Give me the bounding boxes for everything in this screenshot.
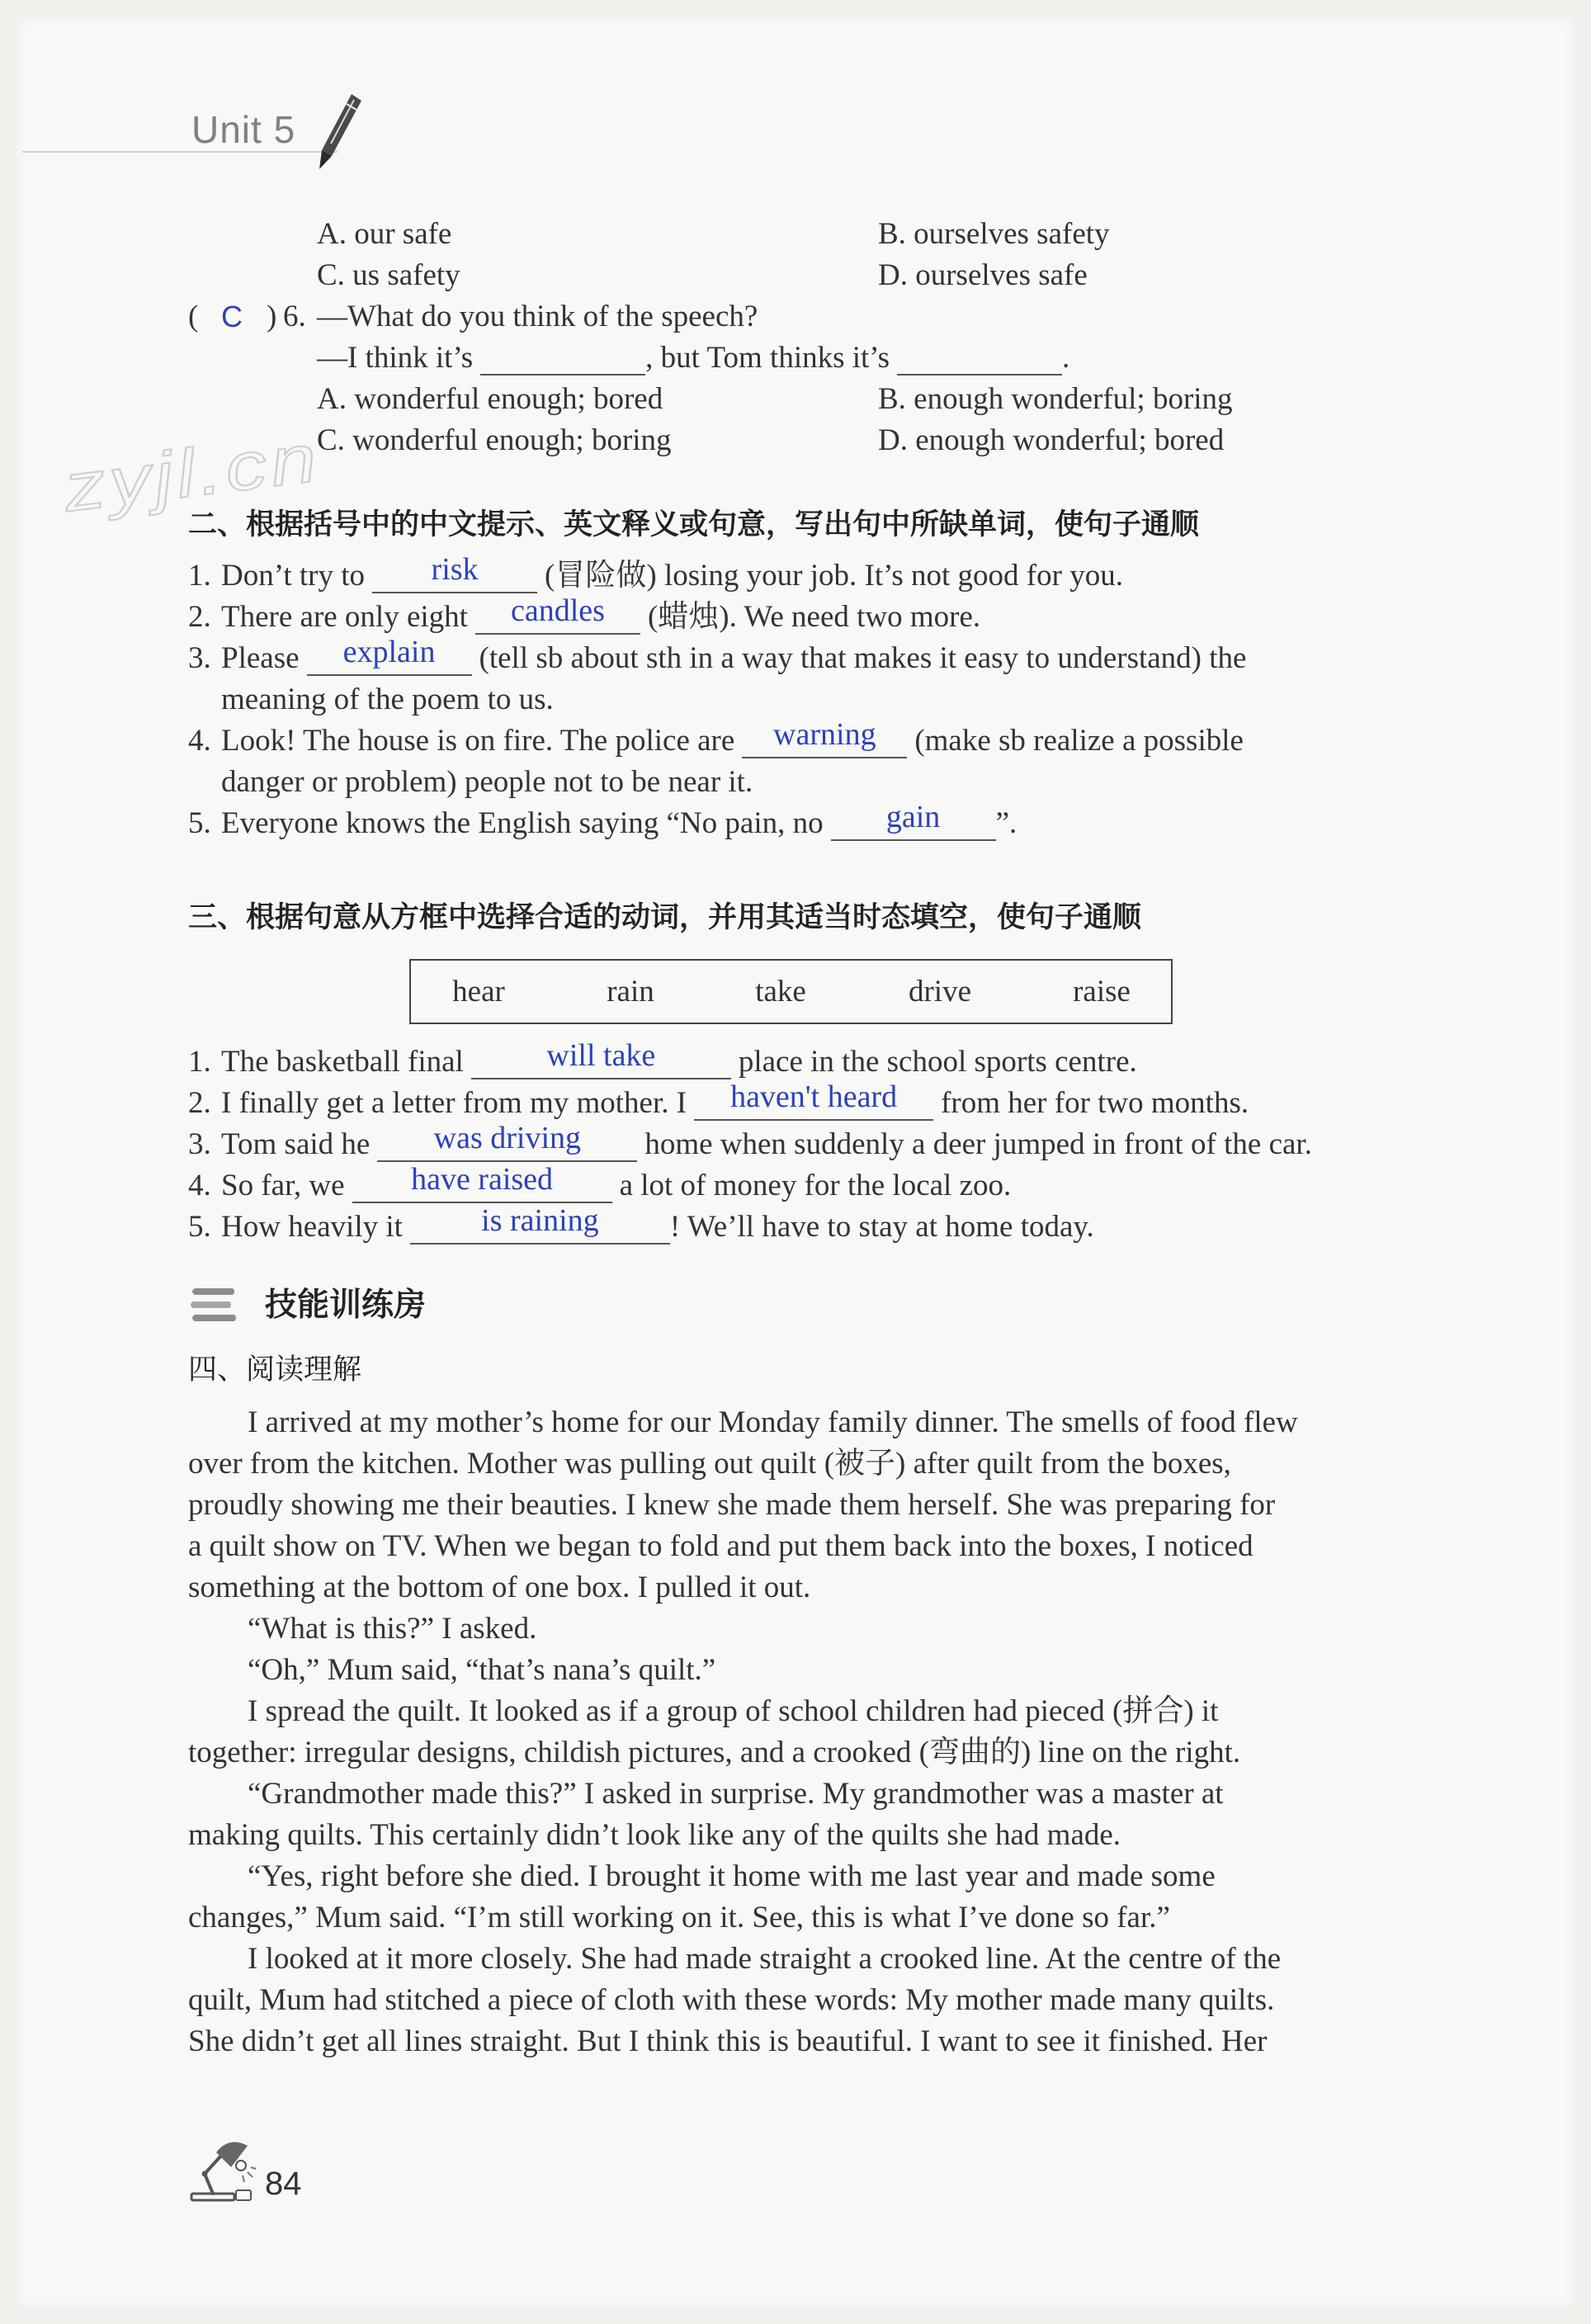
answer-blank bbox=[471, 1038, 731, 1079]
option-a: A. wonderful enough; bored bbox=[317, 382, 663, 416]
answer-blank bbox=[372, 552, 537, 593]
page-number: 84 bbox=[265, 2166, 302, 2202]
item-number: 4. bbox=[188, 724, 211, 758]
passage-line: “What is this?” I asked. bbox=[248, 1612, 537, 1646]
item-text-before: So far, we bbox=[221, 1169, 345, 1202]
exercise-item bbox=[188, 552, 1246, 597]
passage-line: changes,” Mum said. “I’m still working on it. See, this is what I’ve done so far.” bbox=[188, 1901, 1170, 1934]
watermark: zyjl.cn bbox=[59, 420, 325, 527]
exercise-item bbox=[188, 1162, 1312, 1207]
passage-line: proudly showing me their beauties. I knew she made them herself. She was preparing for bbox=[188, 1488, 1276, 1522]
item-text-before: There are only eight bbox=[221, 600, 468, 634]
answer-blank bbox=[410, 1203, 670, 1245]
word-box-item: drive bbox=[908, 975, 972, 1008]
option-row bbox=[0, 255, 1591, 296]
answer-blank bbox=[352, 1162, 612, 1203]
reply-mid: , but Tom thinks it’s bbox=[645, 341, 890, 375]
passage-line: “Grandmother made this?” I asked in surprise. My grandmother was a master at bbox=[248, 1777, 1224, 1811]
exercise-item bbox=[188, 1203, 1312, 1248]
skills-heading: 技能训练房 bbox=[265, 1287, 427, 1324]
passage-line: “Yes, right before she died. I brought it home with me last year and made some bbox=[248, 1859, 1216, 1893]
pen-icon bbox=[314, 92, 365, 172]
passage-line: “Oh,” Mum said, “that’s nana’s quilt.” bbox=[248, 1653, 716, 1687]
answer-blank bbox=[307, 635, 472, 676]
option-row bbox=[0, 379, 1591, 420]
header-rule bbox=[22, 151, 338, 153]
item-text-after: (冒险做) losing your job. It’s not good for you. bbox=[545, 559, 1123, 593]
item-number: 4. bbox=[188, 1169, 211, 1202]
answer-blank bbox=[694, 1079, 933, 1121]
option-row bbox=[0, 420, 1591, 461]
blank-line bbox=[897, 339, 1062, 376]
reply-sentence bbox=[317, 338, 1069, 379]
question-6-row bbox=[0, 296, 1591, 338]
item-text-before: Look! The house is on fire. The police are bbox=[221, 724, 735, 758]
answer-text: haven't heard bbox=[730, 1079, 898, 1114]
item-text-before: The basketball final bbox=[221, 1045, 464, 1079]
question-prompt: —What do you think of the speech? bbox=[317, 300, 758, 333]
passage-line: She didn’t get all lines straight. But I think this is beautiful. I want to see it finished. Her bbox=[188, 2024, 1268, 2058]
option-c: C. wonderful enough; boring bbox=[317, 423, 672, 457]
passage-line: I arrived at my mother’s home for our Monday family dinner. The smells of food flew bbox=[248, 1405, 1298, 1439]
passage-line: a quilt show on TV. When we began to fold and put them back into the boxes, I noticed bbox=[188, 1529, 1253, 1563]
multiple-choice-block bbox=[0, 214, 1591, 461]
unit-title: Unit 5 bbox=[191, 108, 296, 151]
stack-lines-icon bbox=[188, 1282, 238, 1326]
section-3-title: 三、根据句意从方框中选择合适的动词，并用其适当时态填空，使句子通顺 bbox=[188, 901, 1142, 934]
item-number: 5. bbox=[188, 1210, 211, 1244]
item-text-before: I finally get a letter from my mother. I bbox=[221, 1086, 687, 1120]
passage-line: I spread the quilt. It looked as if a group of school children had pieced (拼合) it bbox=[248, 1694, 1219, 1728]
word-box-item: take bbox=[755, 975, 806, 1008]
answer-blank bbox=[475, 593, 640, 635]
answer-blank bbox=[831, 800, 996, 841]
passage-line: quilt, Mum had stitched a piece of cloth with these words: My mother made many quilts. bbox=[188, 1983, 1275, 2017]
section-2-title: 二、根据括号中的中文提示、英文释义或句意，写出句中所缺单词，使句子通顺 bbox=[188, 508, 1200, 541]
item-text-after: place in the school sports centre. bbox=[738, 1045, 1137, 1079]
item-text-after: (tell sb about sth in a way that makes it easy to understand) the bbox=[479, 641, 1247, 675]
desk-lamp-icon bbox=[188, 2136, 257, 2204]
answer-text: warning bbox=[773, 717, 876, 752]
item-number: 1. bbox=[188, 559, 211, 593]
answer-text: was driving bbox=[433, 1121, 582, 1155]
item-number: 3. bbox=[188, 1127, 211, 1161]
option-d: D. ourselves safe bbox=[878, 258, 1088, 292]
option-b: B. enough wonderful; boring bbox=[878, 382, 1233, 416]
answer-text: have raised bbox=[411, 1162, 554, 1197]
word-box-item: rain bbox=[607, 975, 654, 1008]
option-row bbox=[0, 214, 1591, 255]
word-box-item: raise bbox=[1073, 975, 1131, 1008]
passage-line: together: irregular designs, childish pictures, and a crooked (弯曲的) line on the right. bbox=[188, 1736, 1241, 1769]
answer-text: gain bbox=[885, 800, 941, 834]
item-text-before: Tom said he bbox=[221, 1127, 371, 1161]
answer-text: risk bbox=[431, 552, 479, 587]
question-6-reply bbox=[0, 338, 1591, 379]
section-2-items bbox=[188, 552, 1247, 844]
passage-line: over from the kitchen. Mother was pulling out quilt (被子) after quilt from the boxes, bbox=[188, 1447, 1231, 1481]
item-text-after: ”. bbox=[995, 806, 1017, 840]
passage-line: something at the bottom of one box. I pulled it out. bbox=[188, 1571, 811, 1604]
exercise-item bbox=[188, 635, 1247, 679]
option-b: B. ourselves safety bbox=[878, 217, 1110, 251]
item-text-after: from her for two months. bbox=[941, 1086, 1249, 1120]
answer-text: is raining bbox=[481, 1203, 599, 1238]
item-number: 1. bbox=[188, 1045, 211, 1079]
item-number: 3. bbox=[188, 641, 211, 675]
exercise-item bbox=[188, 1038, 1312, 1083]
item-text-before: Don’t try to bbox=[221, 559, 366, 593]
item-number: 2. bbox=[188, 600, 211, 634]
item-text-after: home when suddenly a deer jumped in front of the car. bbox=[644, 1127, 1312, 1161]
item-text-before: How heavily it bbox=[221, 1210, 403, 1244]
question-number: 6. bbox=[283, 300, 306, 333]
passage-line: making quilts. This certainly didn’t look like any of the quilts she had made. bbox=[188, 1818, 1121, 1852]
option-c: C. us safety bbox=[317, 258, 460, 292]
answer-close-paren: ) bbox=[267, 300, 277, 333]
item-text-before: Please bbox=[221, 641, 300, 675]
item-number: 5. bbox=[188, 806, 211, 840]
exercise-item bbox=[188, 717, 1246, 762]
item-text-before: Everyone knows the English saying “No pain, no bbox=[221, 806, 824, 840]
exercise-item bbox=[188, 1121, 1312, 1165]
question-6-answer: C bbox=[221, 300, 243, 333]
answer-text: candles bbox=[510, 593, 605, 628]
answer-blank bbox=[742, 717, 907, 758]
reading-passage bbox=[188, 1402, 1298, 2062]
option-a: A. our safe bbox=[317, 217, 452, 251]
blank-line bbox=[480, 339, 645, 376]
option-d: D. enough wonderful; bored bbox=[878, 423, 1225, 457]
answer-blank bbox=[377, 1121, 637, 1162]
item-continuation: meaning of the poem to us. bbox=[221, 683, 554, 716]
answer-text: will take bbox=[546, 1038, 656, 1073]
section-4-title: 四、阅读理解 bbox=[188, 1353, 362, 1386]
passage-line: I looked at it more closely. She had made straight a crooked line. At the centre of the bbox=[248, 1942, 1282, 1976]
exercise-item bbox=[188, 593, 1246, 638]
reply-end: . bbox=[1061, 341, 1070, 375]
item-text-after: ! We’ll have to stay at home today. bbox=[669, 1210, 1094, 1244]
item-text-after: (make sb realize a possible bbox=[914, 724, 1244, 758]
word-box bbox=[409, 959, 1173, 1024]
item-text-after: a lot of money for the local zoo. bbox=[619, 1169, 1012, 1202]
word-box-item: hear bbox=[452, 975, 505, 1008]
answer-open-paren: ( bbox=[188, 300, 199, 333]
answer-text: explain bbox=[342, 635, 436, 669]
exercise-item bbox=[188, 800, 1246, 844]
section-3-items bbox=[188, 1038, 1312, 1248]
exercise-item bbox=[188, 1079, 1312, 1124]
item-number: 2. bbox=[188, 1086, 211, 1120]
item-text-after: (蜡烛). We need two more. bbox=[647, 600, 981, 634]
item-continuation: danger or problem) people not to be near it. bbox=[221, 765, 753, 799]
reply-start: —I think it’s bbox=[317, 341, 474, 375]
